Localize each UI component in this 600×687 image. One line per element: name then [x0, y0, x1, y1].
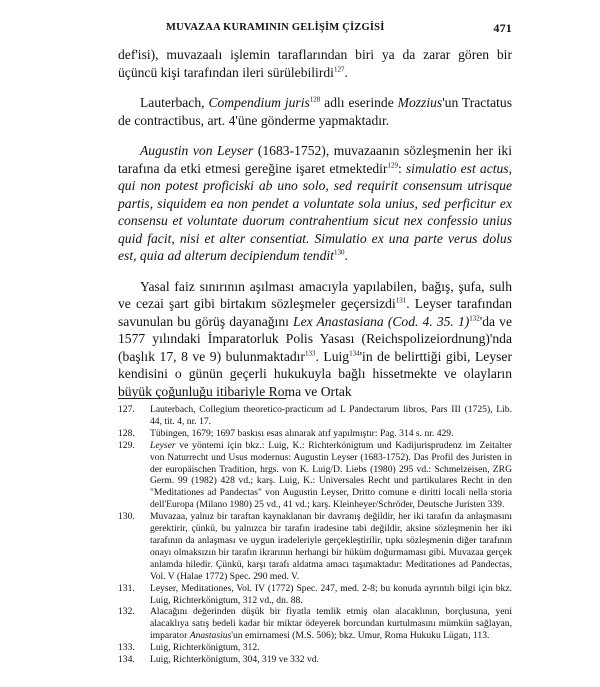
- paragraph-4: Yasal faiz sınırının aşılması amacıyla yapılabilen, bağış, şufa, sulh ve cezai şart gibi birtakım sözleşmeler geçersizdi$^{131}$. Leyser tarafından savunulan bu görüş dayanağını Lex Anastasiana (Cod. 4. 35. 1)$^{132}$'da ve 1577 yılındaki İmparatorluk Polis Yasası (Reichspolizeiordnung)'nda (başlık 17, 8 ve 9) bulunmaktadır$^{133}$. Luig$^{134}$'in de belirttiği gibi, Leyser kendisini o günün geçerli hukukuyla bağlı hissetmekte ve olayların büyük çoğunluğu itibariyle Roma ve Ortak: [118, 278, 513, 399]
- paragraph-2: Lauterbach, Compendium juris$^{128}$ adlı eserinde Mozzius'un Tractatus de contractibus, art. 4'üne gönderme yapmaktadır.: [118, 95, 513, 128]
- footnote-divider: [118, 398, 286, 399]
- footnotes: [118, 404, 512, 666]
- paragraph-1: def'isi), muvazaalı işlemin taraflarından biri ya da zarar gören bir üçüncü kişi tarafından ileri sürülebilirdi$^{127}$.: [118, 47, 512, 80]
- footnote-129: 129. Leyser ve yöntemi için bkz.: Luig, K.: Richterkönigtum und Kadijurisprudenz im Zeitalter von Naturrecht und Usus modernus: Augustin Leyser (1683-1752). Das Profil des Juristen in der europäischen Tradition, hrgs. von K. Luig/D. Liebs (1980) 295 vd.: Schmelzeisen, ZRG Germ. 99 (1982) 428 vd.; karş. Luig, K.: Universales Recht und partikulares Recht in den "Meditationes ad Pandectas" von Augustin Leyser, Dritto comune e diritti locali nella storia dell'Europa (Milano 1980) 25 vd., 41 vd.; karş. Kleinheyer/Schröder, Deutsche Juristen 339.: [118, 439, 512, 511]
- footnote-128: 128. Tübingen, 1679; 1697 baskısı esas alınarak atıf yapılmıştır: Pag. 314 s. nr. 429.: [118, 427, 454, 439]
- footnote-134: 134. Luig, Richterkönigtum, 304, 319 ve 332 vd.: [118, 654, 319, 666]
- footnote-132: 132. Alacağını değerinden düşük bir fiyatla temlik etmiş olan alacaklının, borçlusuna, yeni alacaklıya satış bedeli kadar bir miktar ödeyerek borcundan kurtulmasını mümkün sağlayan, imparator Anastasius'un emirnamesi (M.S. 506); bkz. Umur, Roma Hukuku Lügatı, 113.: [118, 606, 512, 642]
- body-text: [118, 46, 512, 413]
- footnote-ref-132[interactable]: 132: [469, 313, 480, 322]
- footnote-ref-134[interactable]: 134: [349, 348, 360, 357]
- running-title: MUVAZAA KURAMININ GELİŞİM ÇİZGİSİ: [166, 22, 385, 33]
- footnote-ref-129[interactable]: 129: [387, 160, 398, 169]
- footnote-127: 127. Lauterbach, Collegium theoretico-practicum ad L Pandectarum libros, Pars III (1725), Lib. 44, tit. 4, nr. 17.: [118, 404, 512, 427]
- footnote-ref-127[interactable]: 127: [333, 64, 345, 73]
- footnote-ref-130[interactable]: 130: [333, 248, 345, 257]
- running-header: [118, 22, 512, 38]
- paragraph-3: Augustin von Leyser (1683-1752), muvazaanın sözleşmenin her iki tarafına da etki etmesi gereğine işaret etmektedir$^{129}$: simulatio est actus, qui non potest proficiski ab uno solo, sed requirit consensum utrisque partis, siquidem ea non pendet a voluntate sola unius, sed perficitur ex consensu et voluntate duorum contrahentium sicut nex confessio unius quid facit, nisi et alter consentiat. Simulatio ex una parte verus dolus est, quia ad alterum decipiendum tendit$^{130}$.: [118, 143, 512, 263]
- footnote-131: 131. Leyser, Meditationes, Vol. IV (1772) Spec. 247, med. 2-8; bu konuda ayrıntılı bilgi için bkz. Luig, Richterkönigtum, 312 vd., dn. 88.: [118, 582, 512, 606]
- latin-quotation: simulatio est actus, qui non potest proficiski ab uno solo, sed requirit consensum utrisque partis, siquidem ea non pendet a voluntate sola unius, sed perficitur ex consensu et voluntate duorum contrahentium sicut nex confessio unius quid facit, nisi et alter consentiat. Simulatio ex una parte verus dolus est, quia ad alterum decipiendum tendit: [118, 160, 512, 263]
- footnote-ref-128[interactable]: 128: [309, 95, 321, 104]
- footnote-130: 130. Muvazaa, yalnız bir taraftan kaynaklanan bir davranış değildir, her iki tarafın da anlaşmasını gerektirir, çünkü, bu yalnızca bir tarafın iradesine tabi değildir, aksine sözleşmenin her iki tarafının da anlaşması ve uygun iradeleriyle gerçekleştirilir, tıpkı sözleşmenin diğer tarafının onayı olmaksızın bir tarafın ikrarının herhangi bir hüküm doğurmaması gibi. Muvazaa gerçek anlamda hiledir. Çünkü, karşı tarafı aldatma amacı taşımaktadır: Meditationes ad Pandectas, Vol. V (Halae 1772) Spec. 290 med. V.: [118, 511, 512, 582]
- footnote-133: 133. Luig, Richterkönigtum, 312.: [118, 642, 260, 654]
- footnote-ref-133[interactable]: 133: [304, 348, 316, 357]
- footnote-ref-131[interactable]: 131: [395, 296, 407, 305]
- page-number: 471: [493, 21, 512, 35]
